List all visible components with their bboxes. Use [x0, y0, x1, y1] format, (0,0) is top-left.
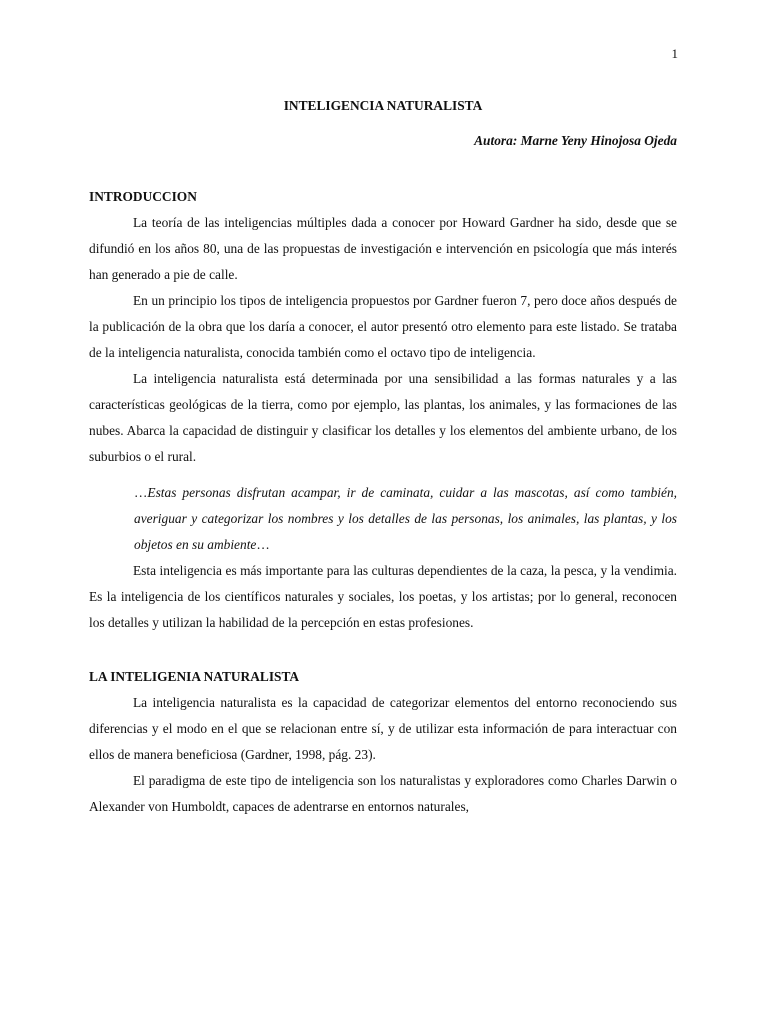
author-line: Autora: Marne Yeny Hinojosa Ojeda: [474, 133, 677, 148]
page-number: 1: [671, 46, 678, 61]
section-heading-introduccion: INTRODUCCION: [89, 189, 197, 204]
quote-close-ellipsis: …: [256, 537, 270, 552]
document-body: [89, 94, 677, 820]
paragraph: La inteligencia naturalista está determinada por una sensibilidad a las formas naturales y a las características geológicas de la tierra, como por ejemplo, las plantas, los animales, y las formaciones de las nubes. Abarca la capacidad de distinguir y clasificar los detalles y los elementos del ambiente urbano, de los suburbios o el rural.: [89, 371, 677, 464]
paragraph: Esta inteligencia es más importante para las culturas dependientes de la caza, la pesca, y la vendimia. Es la inteligencia de los científicos naturales y sociales, los poetas, y los artistas; por lo general, reconocen los detalles y utilizan la habilidad de la percepción en estas profesiones.: [89, 563, 677, 630]
paragraph: El paradigma de este tipo de inteligencia son los naturalistas y exploradores como Charles Darwin o Alexander von Humboldt, capaces de adentrarse en entornos naturales,: [89, 773, 677, 814]
block-quote: [134, 480, 677, 558]
paragraph: En un principio los tipos de inteligencia propuestos por Gardner fueron 7, pero doce años después de la publicación de la obra que los daría a conocer, el autor presentó otro elemento para este listado. Se trataba de la inteligencia naturalista, conocida también como el octavo tipo de inteligencia.: [89, 293, 677, 360]
document-title: INTELIGENCIA NATURALISTA: [283, 98, 483, 113]
quote-open-ellipsis: …: [134, 485, 148, 500]
section-heading-inteligencia-naturalista: LA INTELIGENIA NATURALISTA: [89, 669, 300, 684]
quote-text: Estas personas disfrutan acampar, ir de caminata, cuidar a las mascotas, así como también, averiguar y categorizar los nombres y los detalles de las personas, los animales, las plantas, y los objetos en su ambiente: [134, 485, 677, 552]
paragraph: La teoría de las inteligencias múltiples dada a conocer por Howard Gardner ha sido, desde que se difundió en los años 80, una de las propuestas de investigación e intervención en psicología que más interés han generado a pie de calle.: [89, 215, 677, 282]
paragraph: La inteligencia naturalista es la capacidad de categorizar elementos del entorno reconociendo sus diferencias y el modo en el que se relacionan entre sí, y de utilizar esta información de para interactuar con ellos de manera beneficiosa (Gardner, 1998, pág. 23).: [89, 695, 677, 762]
